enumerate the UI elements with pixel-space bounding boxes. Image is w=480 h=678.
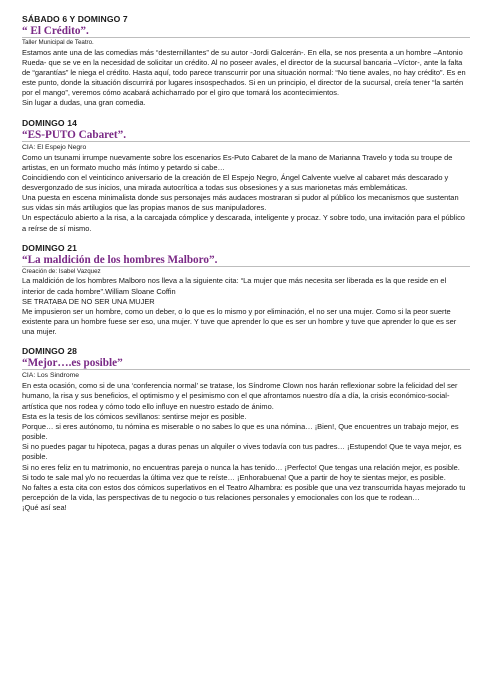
event-2 xyxy=(22,118,470,234)
event-paragraph: Me impusieron ser un hombre, como un deber, o lo que es lo mismo y por eliminación, el no ser una mujer. Como si la peor suerte existente para un hombre fuese ser eso, una mujer. Y tuve que aprender lo que es ser un hombre y tuve que aprender lo que es ser una mujer. xyxy=(22,306,457,337)
event-paragraph: No faltes a esta cita con estos dos cómicos superlativos en el Teatro Alhambra: es posible que una vez transcurrida hayas mejorado tu percepción de la vida, las perspectivas de tu negocio o tus relaciones personales y emocionales con los que te rodean… xyxy=(22,482,466,503)
event-paragraph: SE TRATABA DE NO SER UNA MUJER xyxy=(22,296,155,306)
event-company: Taller Municipal de Teatro. xyxy=(22,39,94,46)
event-title: “ES-PUTO Cabaret”. xyxy=(22,129,470,142)
event-3 xyxy=(22,243,470,338)
event-date: DOMINGO 14 xyxy=(22,117,77,128)
event-title: “La maldición de los hombres Malboro”. xyxy=(22,254,470,267)
event-paragraph: Porque… si eres autónomo, tu nómina es miserable o no sabes lo que es una nómina… ¡Bien!, Que encuentres un trabajo mejor, es posible. xyxy=(22,421,459,442)
event-title: “ El Crédito”. xyxy=(22,25,470,38)
event-company: Creación de: Isabel Vazquez xyxy=(22,267,101,275)
event-date: SÁBADO 6 Y DOMINGO 7 xyxy=(22,14,128,24)
program-page xyxy=(22,14,470,522)
event-date: DOMINGO 28 xyxy=(22,346,77,357)
event-paragraph: En esta ocasión, como si de una ‘conferencia normal’ se tratase, los Síndrome Clown nos harán reflexionar sobre la felicidad del ser humano, la risa y sus beneficios, el optimismo y el pesimismo con el que afrontamos nuestro día a día, la crisis económico-social-artística que nos rodea y cómo todo ello influye en nuestro estado de ánimo. xyxy=(22,381,458,411)
event-paragraph: Coincidiendo con el veinticinco aniversario de la creación de El Espejo Negro, Ángel Calvente vuelve al cabaret más descarado y desvergonzado de sus inicios, una mirada autocrítica a todas sus obsesiones y a sus marionetas más emblemáticas. xyxy=(22,172,449,192)
event-paragraph: Esta es la tesis de los cómicos sevillanos: sentirse mejor es posible. xyxy=(22,411,247,421)
event-paragraph: La maldición de los hombres Malboro nos lleva a la siguiente cita: “La mujer que más necesita ser liberada es la que reside en el interior de cada hombre”.William Sloane Coffin xyxy=(22,276,447,296)
event-date: DOMINGO 21 xyxy=(22,242,77,253)
event-paragraph: Si no eres feliz en tu matrimonio, no encuentras pareja o nunca la has tenido… ¡Perfecto! Que tengas una relación mejor, es posible. xyxy=(22,462,460,472)
event-paragraph: Un espectáculo abierto a la risa, a la carcajada cómplice y descarada, inteligente y procaz. Y sobre todo, una invitación para el público a reírse de sí mismo. xyxy=(22,213,465,233)
event-company: CIA: El Espejo Negro xyxy=(22,143,87,151)
event-company: CIA: Los Sindrome xyxy=(22,372,80,380)
event-paragraph: Si no puedes pagar tu hipoteca, pagas a duras penas un alquiler o vives todavía con tus padres… ¡Estupendo! Que te vaya mejor, es posible. xyxy=(22,442,462,462)
event-paragraph: ¡Qué así sea! xyxy=(22,503,67,513)
event-paragraph: Si todo te sale mal y/o no recuerdas la última vez que te reíste… ¡Enhorabuena! Que a partir de hoy te sientas mejor, es posible. xyxy=(22,472,446,482)
event-1 xyxy=(22,14,470,109)
event-paragraph: Como un tsunami irrumpe nuevamente sobre los escenarios Es-Puto Cabaret de la mano de Marianna Travelo y toda su troupe de artistas, en un formato mucho más íntimo y petardo si cabe… xyxy=(22,152,453,172)
event-4 xyxy=(22,346,470,513)
event-title: “Mejor….es posible” xyxy=(22,357,470,370)
event-paragraph: Sin lugar a dudas, una gran comedia. xyxy=(22,98,146,108)
event-paragraph: Una puesta en escena minimalista donde sus personajes más audaces mostraran si pudor al público los mecanismos que sustentan sus vidas sin más artilugios que las propias manos de sus manipuladores. xyxy=(22,193,459,213)
event-paragraph: Estamos ante una de las comedias más “desternillantes” de su autor -Jordi Galcerán-. En ella, se nos presenta a un hombre –Antonio Rueda- que se ve en la necesidad de solicitar un crédito. Al no poseer avales, el director de la sucursal bancaria –Víctor-, ante la falta de “garantías” le niega el crédito. Hasta aquí, todo parece transcurrir por una situación normal: “No tiene avales, no hay crédito”. Es en este punto, donde la situación discurrirá por lugares insospechados. Si en un principio, el director de la sucursal, creía tener “la sartén por el mango”, veremos cómo acabará achicharrado por el giro que tomará los acontecimientos. xyxy=(22,47,466,98)
